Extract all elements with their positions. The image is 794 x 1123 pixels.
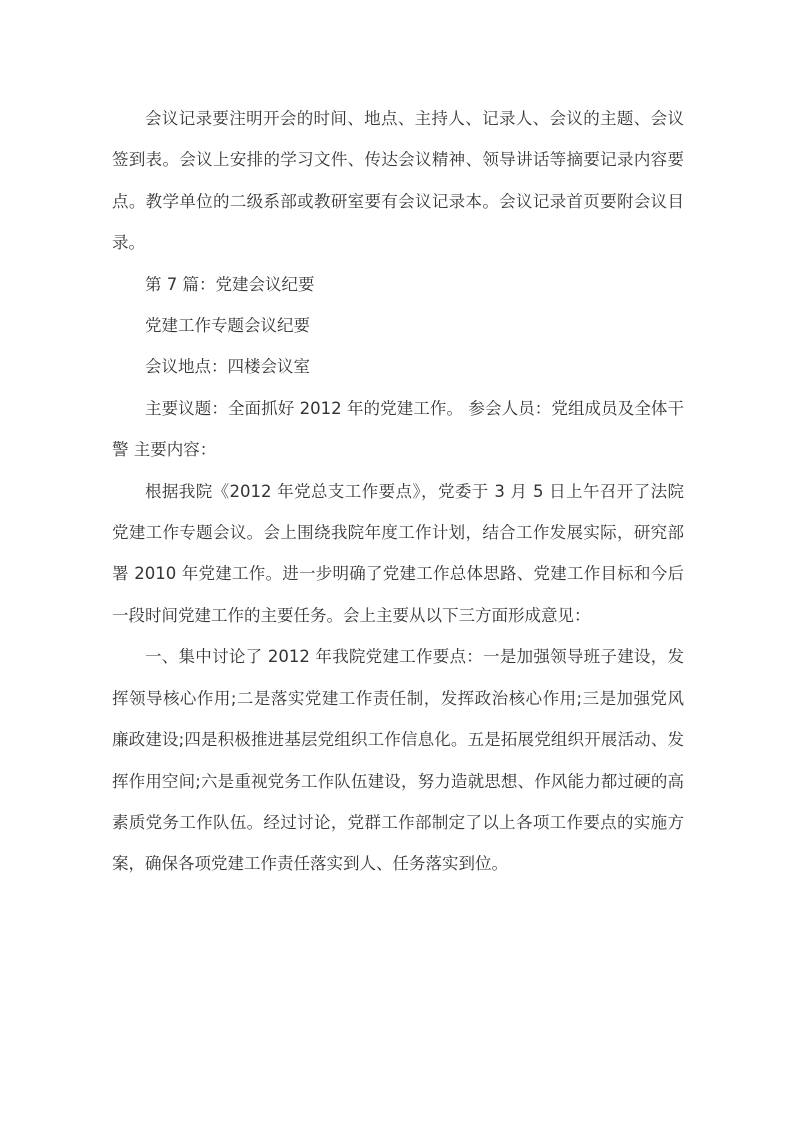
paragraph-discussion-point-one: 一、集中讨论了 2012 年我院党建工作要点：一是加强领导班子建设，发挥领导核心作用;二是落实党建工作责任制，发挥政治核心作用;三是加强党风廉政建设;四是积极推进基层党组织工作信息化。五是拓展党组织开展活动、发挥作用空间;六是重视党务工作队伍建设，努力造就思想、作风能力都过硬的高素质党务工作队伍。经过讨论，党群工作部制定了以上各项工作要点的实施方案，确保各项党建工作责任落实到人、任务落实到位。	[112, 647, 684, 874]
paragraph-meeting-location: 会议地点：四楼会议室	[145, 357, 310, 377]
paragraph-section-heading: 第 7 篇：党建会议纪要	[145, 274, 315, 294]
paragraph-meeting-record-requirements: 会议记录要注明开会的时间、地点、主持人、记录人、会议的主题、会议签到表。会议上安排的学习文件、传达会议精神、领导讲话等摘要记录内容要点。教学单位的二级系部或教研室要有会议记录本。会议记录首页要附会议目录。	[112, 109, 684, 253]
document-body	[112, 98, 684, 885]
paragraph-minutes-title: 党建工作专题会议纪要	[145, 316, 310, 336]
paragraph-main-topic: 主要议题：全面抓好 2012 年的党建工作。 参会人员：党组成员及全体干警 主要内容：	[112, 398, 684, 460]
paragraph-meeting-background: 根据我院《2012 年党总支工作要点》，党委于 3 月 5 日上午召开了法院党建工作专题会议。会上围绕我院年度工作计划，结合工作发展实际，研究部署 2010 年党建工作。进一步明确了党建工作总体思路、党建工作目标和今后一段时间党建工作的主要任务。会上主要从以下三方面形成意见：	[112, 481, 684, 625]
